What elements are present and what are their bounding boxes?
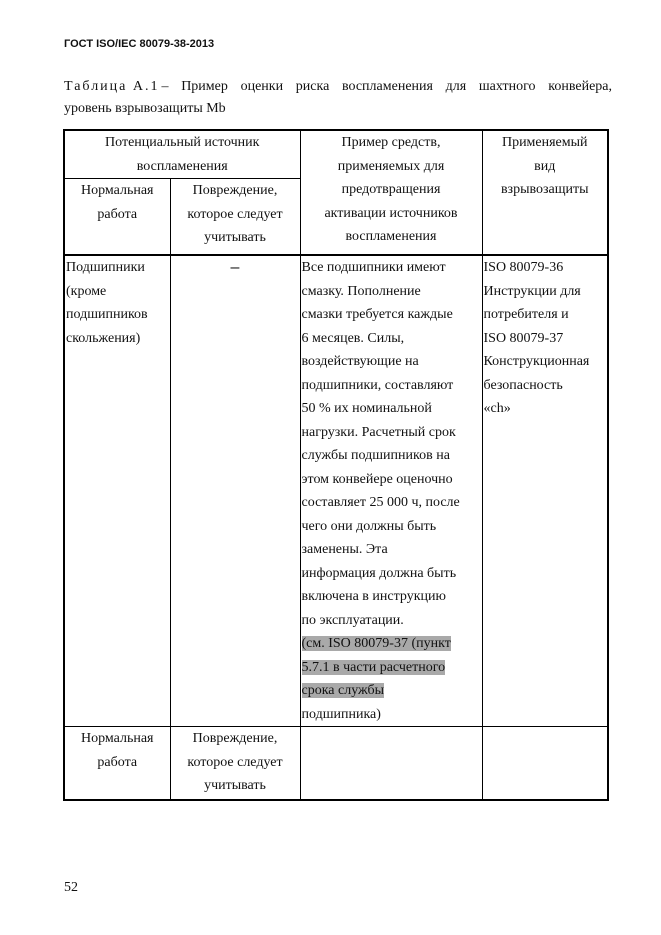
cell-damage-dash: –: [170, 255, 300, 727]
header-ignition-source: Потенциальный источник воспламенения: [64, 130, 300, 179]
cell-damage: Повреждение, которое следует учитывать: [170, 727, 300, 801]
means-reference-end: подшипника): [301, 706, 381, 722]
cell-normal-operation: Нормальная работа: [64, 727, 170, 801]
table-caption: [64, 76, 612, 120]
means-reference-highlight-1: (см. ISO 80079-37 (пункт: [301, 636, 451, 651]
cell-empty-means: [300, 727, 482, 801]
caption-title-line1: – Пример оценки риска воспламенения для шахтного конвейера,: [161, 79, 612, 94]
means-reference-highlight-2: 5.7.1 в части расчетного: [301, 659, 446, 675]
cell-bearings: Подшипники (кроме подшипников скольжения): [64, 255, 170, 727]
risk-assessment-table: [63, 129, 609, 801]
means-reference: [302, 632, 481, 726]
means-text: Все подшипники имеют смазку. Пополнение смазки требуется каждые 6 месяцев. Силы, воздействующие на подшипники, составляют 50 % их номинальной нагрузки. Расчетный срок службы подшипников на этом конвейере оценочно составляет 25 000 ч, после чего они должны быть заменены. Эта информация должна быть включена в инструкцию по эксплуатации.: [301, 260, 460, 628]
header-normal-operation: Нормальная работа: [64, 179, 170, 256]
standard-header: ГОСТ ISO/IEC 80079-38-2013: [64, 38, 215, 50]
cell-prevention-means: [300, 255, 482, 727]
header-row-1: [64, 130, 608, 179]
header-protection-type: Применяемый вид взрывозащиты: [482, 130, 608, 255]
table-row: [64, 255, 608, 727]
header-damage: Повреждение, которое следует учитывать: [170, 179, 300, 256]
table-row: [64, 727, 608, 801]
caption-label: Таблица А.1: [64, 79, 160, 94]
cell-protection: ISO 80079-36 Инструкции для потребителя и ISO 80079-37 Конструкционная безопасность «ch»: [482, 255, 608, 727]
means-reference-highlight-3: срока службы: [301, 683, 385, 698]
cell-empty-protection: [482, 727, 608, 801]
caption-title-line2: уровень взрывозащиты Mb: [64, 101, 226, 116]
header-prevention-means: Пример средств, применяемых для предотвращения активации источников воспламенения: [300, 130, 482, 255]
page-number: 52: [64, 880, 78, 895]
